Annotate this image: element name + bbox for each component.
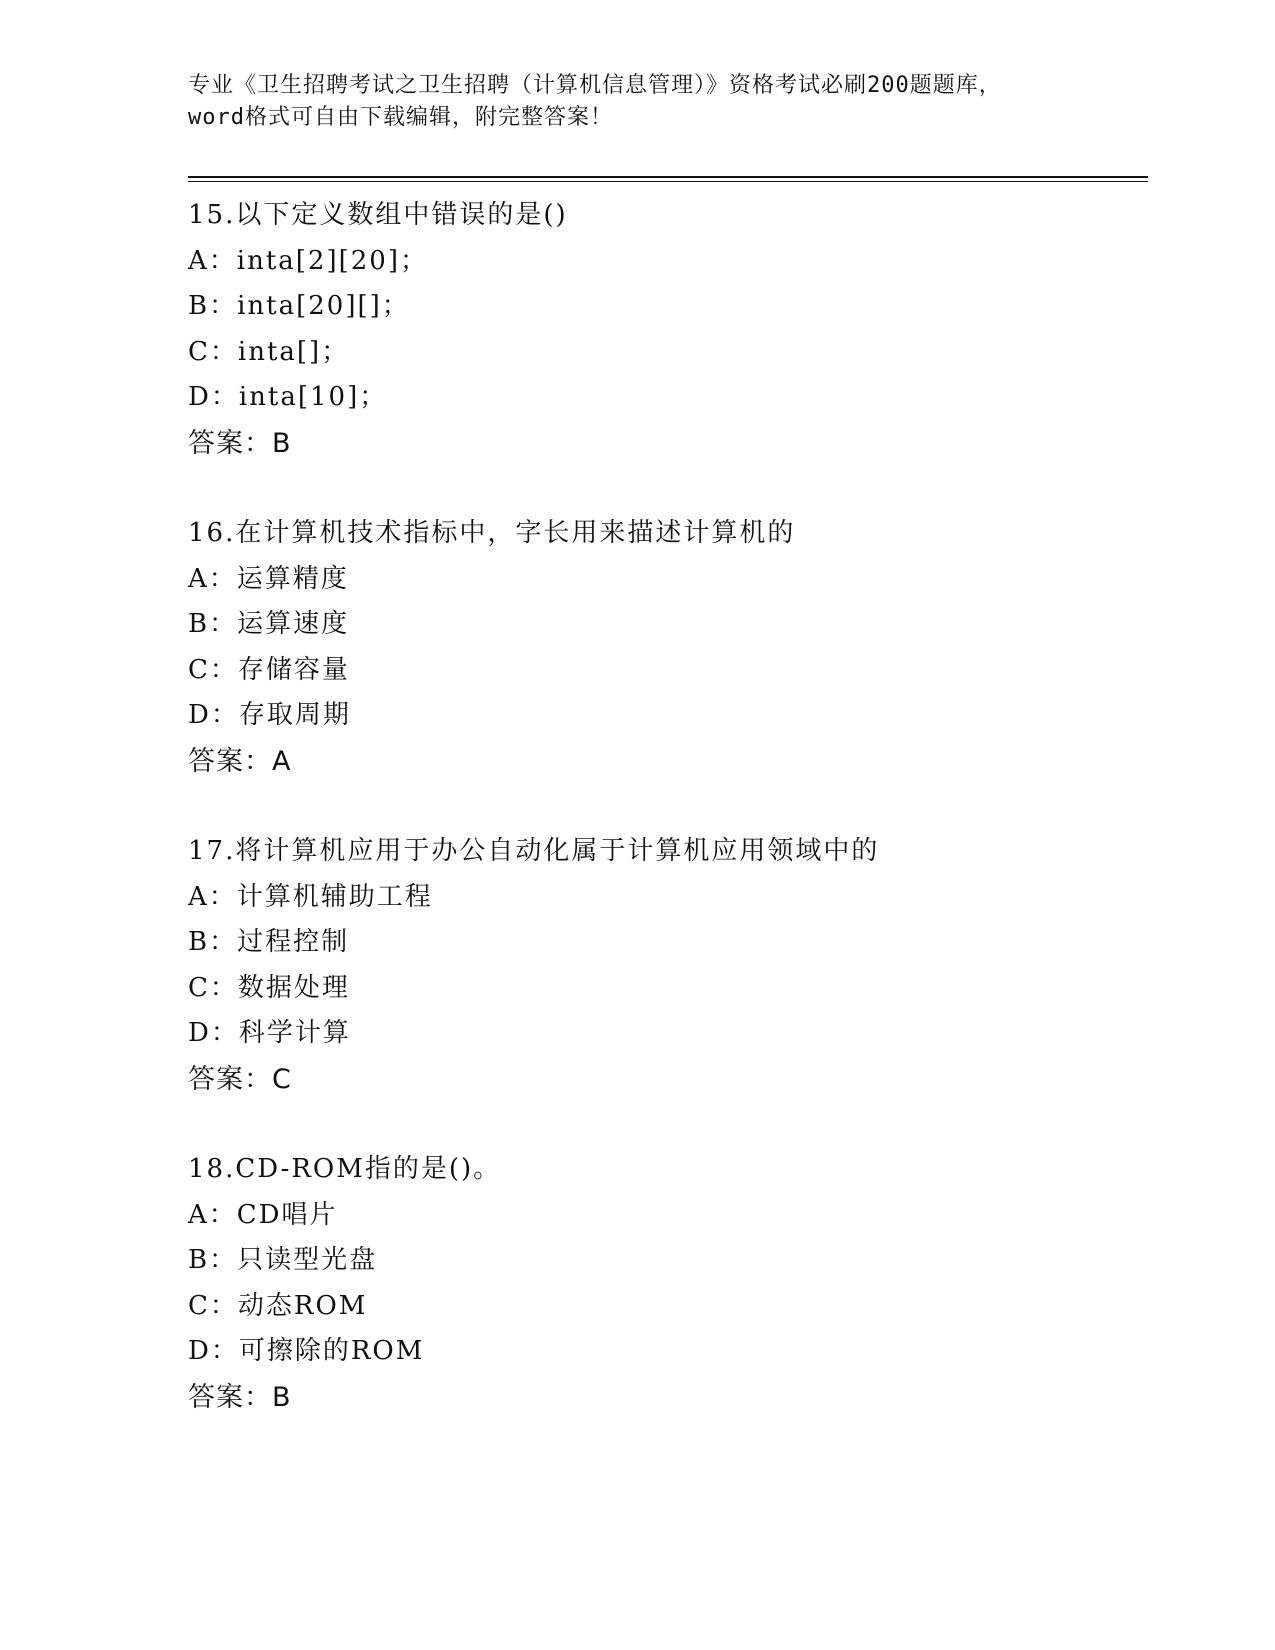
option-label: B： — [188, 927, 238, 957]
header-line-2: word格式可自由下载编辑，附完整答案！ — [188, 105, 613, 130]
option-text: CD唱片 — [236, 1199, 338, 1230]
header-divider-thick — [188, 176, 1148, 178]
question-15 — [188, 193, 1148, 466]
option-b — [188, 284, 1148, 330]
option-text: 存取周期 — [238, 700, 351, 730]
answer-line: 答案：A — [188, 745, 292, 777]
option-a — [188, 1193, 1148, 1239]
option-d — [188, 375, 1148, 421]
option-label: A： — [188, 245, 237, 276]
answer-line: 答案：B — [188, 1381, 292, 1413]
option-label: C： — [188, 336, 238, 367]
question-stem: 16.在计算机技术指标中，字长用来描述计算机的 — [188, 518, 796, 548]
option-label: B： — [188, 291, 238, 321]
option-label: D： — [188, 1336, 239, 1366]
question-18 — [188, 1147, 1148, 1420]
option-text: 可擦除的ROM — [238, 1336, 425, 1366]
option-text: inta[2][20]； — [236, 245, 428, 276]
header-line-1: 专业《卫生招聘考试之卫生招聘（计算机信息管理）》资格考试必刷200题题库， — [188, 73, 1002, 98]
option-b — [188, 1238, 1148, 1284]
option-text: 动态ROM — [237, 1290, 368, 1321]
option-text: 数据处理 — [237, 972, 350, 1003]
option-a — [188, 239, 1148, 285]
option-text: 存储容量 — [237, 654, 350, 685]
option-label: B： — [188, 609, 238, 639]
question-16 — [188, 511, 1148, 784]
option-label: D： — [188, 700, 239, 730]
question-stem: 17.将计算机应用于办公自动化属于计算机应用领域中的 — [188, 836, 880, 866]
option-text: inta[20][]； — [237, 291, 410, 321]
question-stem: 15.以下定义数组中错误的是() — [188, 200, 568, 230]
option-text: 只读型光盘 — [237, 1245, 378, 1275]
option-b — [188, 920, 1148, 966]
option-label: C： — [188, 654, 238, 685]
option-d — [188, 1329, 1148, 1375]
option-text: 科学计算 — [238, 1018, 351, 1048]
option-label: C： — [188, 1290, 238, 1321]
option-text: 运算速度 — [237, 609, 350, 639]
option-c — [188, 1284, 1148, 1330]
question-stem: 18.CD-ROM指的是()。 — [188, 1154, 502, 1184]
option-c — [188, 966, 1148, 1012]
option-label: A： — [188, 563, 237, 594]
option-text: inta[]； — [237, 336, 350, 367]
option-a — [188, 557, 1148, 603]
option-a — [188, 875, 1148, 921]
option-text: inta[10]； — [238, 382, 388, 412]
option-d — [188, 693, 1148, 739]
option-c — [188, 648, 1148, 694]
option-label: A： — [188, 881, 237, 912]
answer-line: 答案：C — [188, 1063, 292, 1095]
question-list — [188, 193, 1148, 1465]
option-label: C： — [188, 972, 238, 1003]
option-text: 计算机辅助工程 — [236, 881, 433, 912]
option-text: 运算精度 — [236, 563, 349, 594]
document-header — [188, 70, 1088, 134]
option-b — [188, 602, 1148, 648]
answer-line: 答案：B — [188, 427, 292, 459]
header-divider-thin — [188, 181, 1148, 182]
option-label: A： — [188, 1199, 237, 1230]
option-label: D： — [188, 1018, 239, 1048]
option-label: B： — [188, 1245, 238, 1275]
option-text: 过程控制 — [237, 927, 350, 957]
question-17 — [188, 829, 1148, 1102]
option-c — [188, 330, 1148, 376]
option-d — [188, 1011, 1148, 1057]
option-label: D： — [188, 382, 239, 412]
